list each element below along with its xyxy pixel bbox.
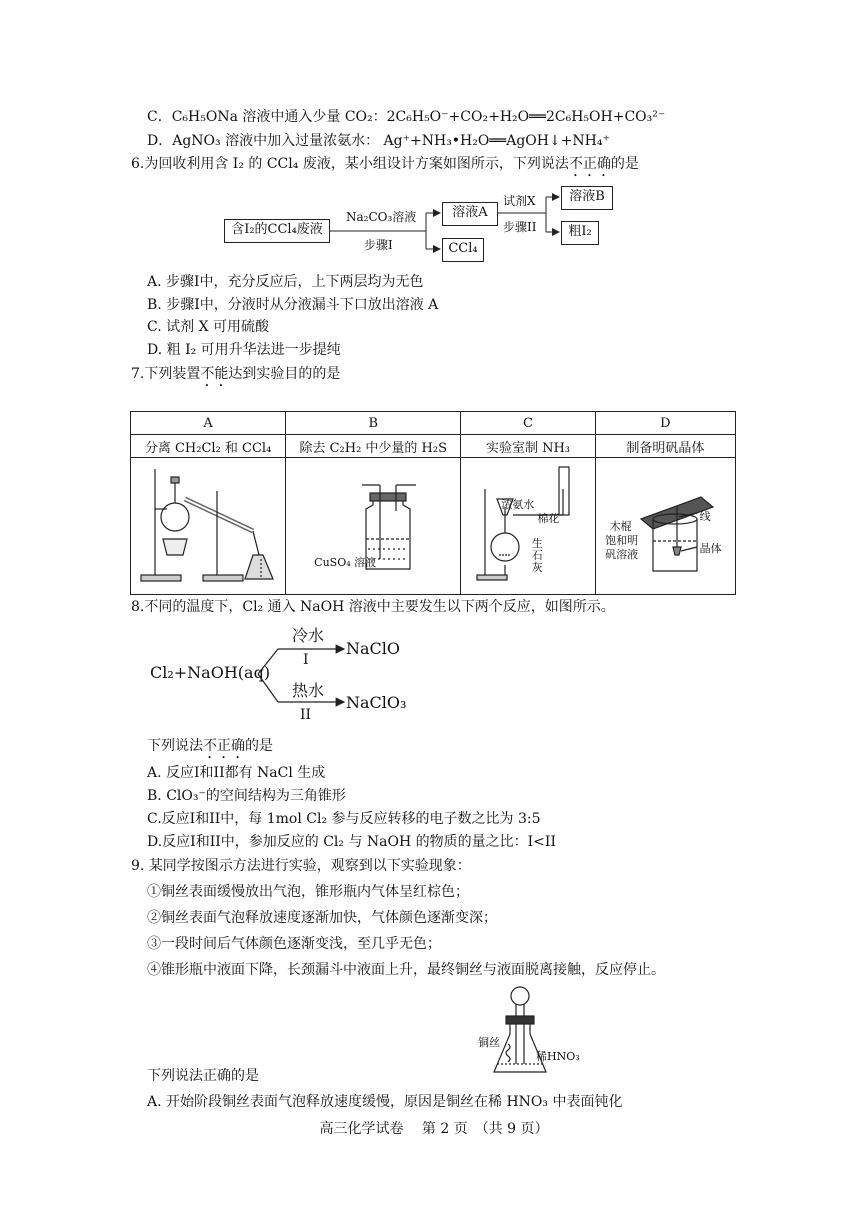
flow-start-box: 含I₂的CCl₄废液 <box>224 219 330 243</box>
q9-option-a: A. 开始阶段铜丝表面气泡释放速度缓慢，原因是铜丝在稀 HNO₃ 中表面钝化 <box>147 1094 623 1110</box>
q8-branch-arrows <box>250 640 350 710</box>
q8-condition-cold: 冷水 <box>292 626 325 645</box>
flow-solution-b-box: 溶液B <box>561 186 613 210</box>
label-crystal: 晶体 <box>699 542 722 555</box>
q6-stem-pre: 6.为回收利用含 I₂ 的 CCl₄ 废液，某小组设计方案如图所示，下列说法 <box>131 156 569 172</box>
q8-ask-pre: 下列说法 <box>147 738 203 754</box>
q9-observation-3: ③一段时间后气体颜色逐渐变浅，至几乎无色； <box>147 936 441 952</box>
q5-option-d: D．AgNO₃ 溶液中加入过量浓氨水： Ag⁺+NH₃•H₂O══AgOH↓+NH₄⁺ <box>147 133 610 149</box>
q8-reaction-1: I <box>303 652 309 668</box>
q8-option-a: A. 反应I和II都有 NaCl 生成 <box>147 765 326 781</box>
flow-solution-a-box: 溶液A <box>442 202 498 226</box>
flow-ccl4-box: CCl₄ <box>442 238 484 262</box>
ammonia-apparatus-image <box>463 459 593 589</box>
q6-option-a: A. 步骤Ⅰ中，充分反应后，上下两层均为无色 <box>147 274 424 290</box>
col-head-a: A <box>131 412 286 435</box>
purpose-a: 分离 CH₂Cl₂ 和 CCl₄ <box>131 435 286 458</box>
label-thread: 线 <box>699 510 711 523</box>
q7-apparatus-table <box>130 411 736 595</box>
q6-option-d: D. 粗 I₂ 可用升华法进一步提纯 <box>147 342 341 358</box>
apparatus-a-distillation <box>131 458 286 595</box>
apparatus-d-alum <box>595 458 735 595</box>
q8-condition-hot: 热水 <box>292 681 325 700</box>
flow-arrows <box>0 0 868 300</box>
q8-option-c: C.反应I和II中，每 1mol Cl₂ 参与反应转移的电子数之比为 3:5 <box>147 811 541 827</box>
label-saturated-alum: 饱和明矾溶液 <box>605 534 639 561</box>
q8-option-d: D.反应I和II中，参加反应的 Cl₂ 与 NaOH 的物质的量之比：I<II <box>147 834 556 850</box>
q7-stem-pre: 7.下列装置 <box>131 366 201 382</box>
q9-stem: 9. 某同学按图示方法进行实验，观察到以下实验现象： <box>131 858 471 874</box>
q8-product-naclo: NaClO <box>346 639 401 658</box>
label-copper-wire: 铜丝 <box>478 1036 500 1049</box>
label-wooden-stick: 木棍 <box>609 520 632 533</box>
q8-ask-emphasis: 不正确 <box>203 738 245 754</box>
q9-observation-4: ④锥形瓶中液面下降，长颈漏斗中液面上升，最终铜丝与液面脱离接触，反应停止。 <box>147 962 665 978</box>
q8-option-b: B. ClO₃⁻的空间结构为三角锥形 <box>147 788 346 804</box>
q6-stem-post: 的是 <box>610 156 639 172</box>
apparatus-c-ammonia <box>461 458 595 595</box>
q8-reaction-2: II <box>300 707 312 723</box>
q8-ask-post: 的是 <box>245 738 273 754</box>
page-footer: 高三化学试卷 第 2 页 （共 9 页） <box>319 1121 549 1137</box>
q7-stem-emphasis: 不能 <box>200 366 229 382</box>
distillation-apparatus-image <box>133 459 283 589</box>
q5-option-c: C．C₆H₅ONa 溶液中通入少量 CO₂：2C₆H₅O⁻+CO₂+H₂O══2C₆H₅OH+CO₃²⁻ <box>147 109 666 125</box>
label-cuso4-solution: CuSO₄ 溶液 <box>314 556 377 569</box>
apparatus-b-wash-bottle <box>286 458 461 595</box>
flow-step2: 步骤II <box>503 220 537 234</box>
label-cotton: 棉花 <box>537 512 560 525</box>
q7-stem <box>131 365 340 390</box>
q8-stem: 8.不同的温度下，Cl₂ 通入 NaOH 溶液中主要发生以下两个反应，如图所示。 <box>131 599 615 615</box>
q9-observation-1: ①铜丝表面缓慢放出气泡，锥形瓶内气体呈红棕色； <box>147 884 469 900</box>
q6-stem-emphasis: 不正确 <box>568 156 611 172</box>
q8-product-naclo3: NaClO₃ <box>346 693 407 712</box>
q9-observation-2: ②铜丝表面气泡释放速度逐渐加快，气体颜色逐渐变深； <box>147 910 497 926</box>
q6-option-c: C. 试剂 X 可用硫酸 <box>147 319 269 335</box>
label-conc-ammonia: 浓氨水 <box>501 498 535 511</box>
q9-ask: 下列说法正确的是 <box>147 1068 259 1084</box>
flow-step1: 步骤I <box>364 238 393 252</box>
q8-reactant: Cl₂+NaOH(aq) <box>150 663 271 682</box>
label-quicklime: 生石灰 <box>531 537 543 574</box>
flow-reagent-x: 试剂X <box>503 194 536 208</box>
q6-option-b: B. 步骤Ⅰ中，分液时从分液漏斗下口放出溶液 A <box>147 297 439 313</box>
flow-reagent1: Na₂CO₃溶液 <box>346 210 417 224</box>
purpose-b: 除去 C₂H₂ 中少量的 H₂S <box>286 435 461 458</box>
q8-ask <box>147 737 273 762</box>
q7-stem-post: 达到实验目的的是 <box>228 366 341 382</box>
purpose-d: 制备明矾晶体 <box>595 435 735 458</box>
col-head-c: C <box>461 412 595 435</box>
col-head-b: B <box>286 412 461 435</box>
purpose-c: 实验室制 NH₃ <box>461 435 595 458</box>
col-head-d: D <box>595 412 735 435</box>
flow-crude-i2-box: 粗I₂ <box>561 221 599 245</box>
label-dilute-hno3: 稀HNO₃ <box>536 1050 580 1063</box>
